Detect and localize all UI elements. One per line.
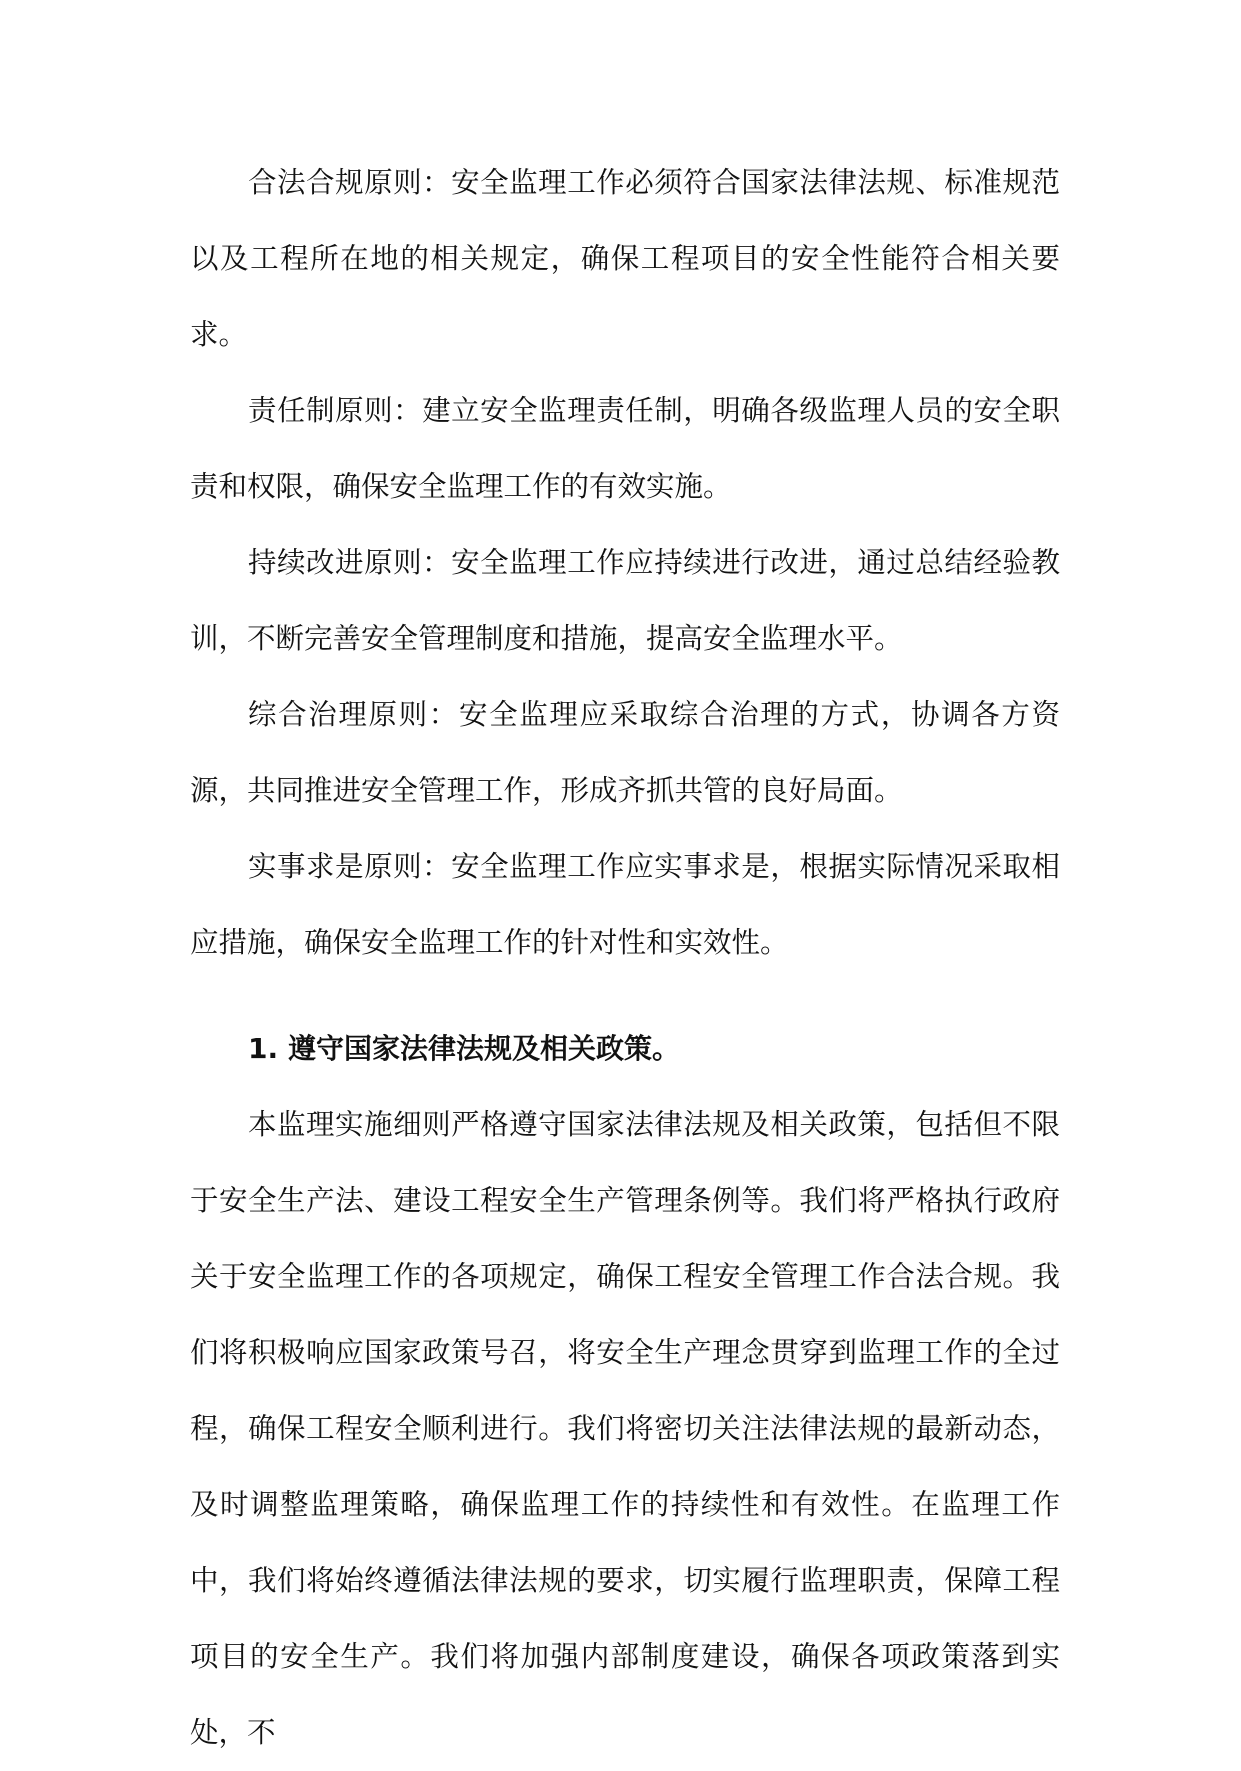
document-body: [190, 145, 1060, 1771]
paragraph-fact-based-principle: 实事求是原则：安全监理工作应实事求是，根据实际情况采取相应措施，确保安全监理工作的针对性和实效性。: [190, 850, 1060, 959]
section-number: 1.: [248, 1032, 279, 1065]
paragraph-comprehensive-governance-principle: 综合治理原则：安全监理应采取综合治理的方式，协调各方资源，共同推进安全管理工作，形成齐抓共管的良好局面。: [190, 698, 1060, 807]
section-title: 遵守国家法律法规及相关政策。: [288, 1032, 681, 1065]
paragraph-responsibility-principle: 责任制原则：建立安全监理责任制，明确各级监理人员的安全职责和权限，确保安全监理工作的有效实施。: [190, 394, 1060, 503]
section-heading: [190, 1011, 1060, 1087]
paragraph-continuous-improvement-principle: 持续改进原则：安全监理工作应持续进行改进，通过总结经验教训，不断完善安全管理制度和措施，提高安全监理水平。: [190, 546, 1060, 655]
section-spacer: [190, 981, 1060, 1011]
paragraph-section-body: 本监理实施细则严格遵守国家法律法规及相关政策，包括但不限于安全生产法、建设工程安全生产管理条例等。我们将严格执行政府关于安全监理工作的各项规定，确保工程安全管理工作合法合规。我们将积极响应国家政策号召，将安全生产理念贯穿到监理工作的全过程，确保工程安全顺利进行。我们将密切关注法律法规的最新动态，及时调整监理策略，确保监理工作的持续性和有效性。在监理工作中，我们将始终遵循法律法规的要求，切实履行监理职责，保障工程项目的安全生产。我们将加强内部制度建设，确保各项政策落到实处，不: [190, 1108, 1060, 1749]
paragraph-legal-compliance-principle: 合法合规原则：安全监理工作必须符合国家法律法规、标准规范以及工程所在地的相关规定，确保工程项目的安全性能符合相关要求。: [190, 166, 1060, 351]
